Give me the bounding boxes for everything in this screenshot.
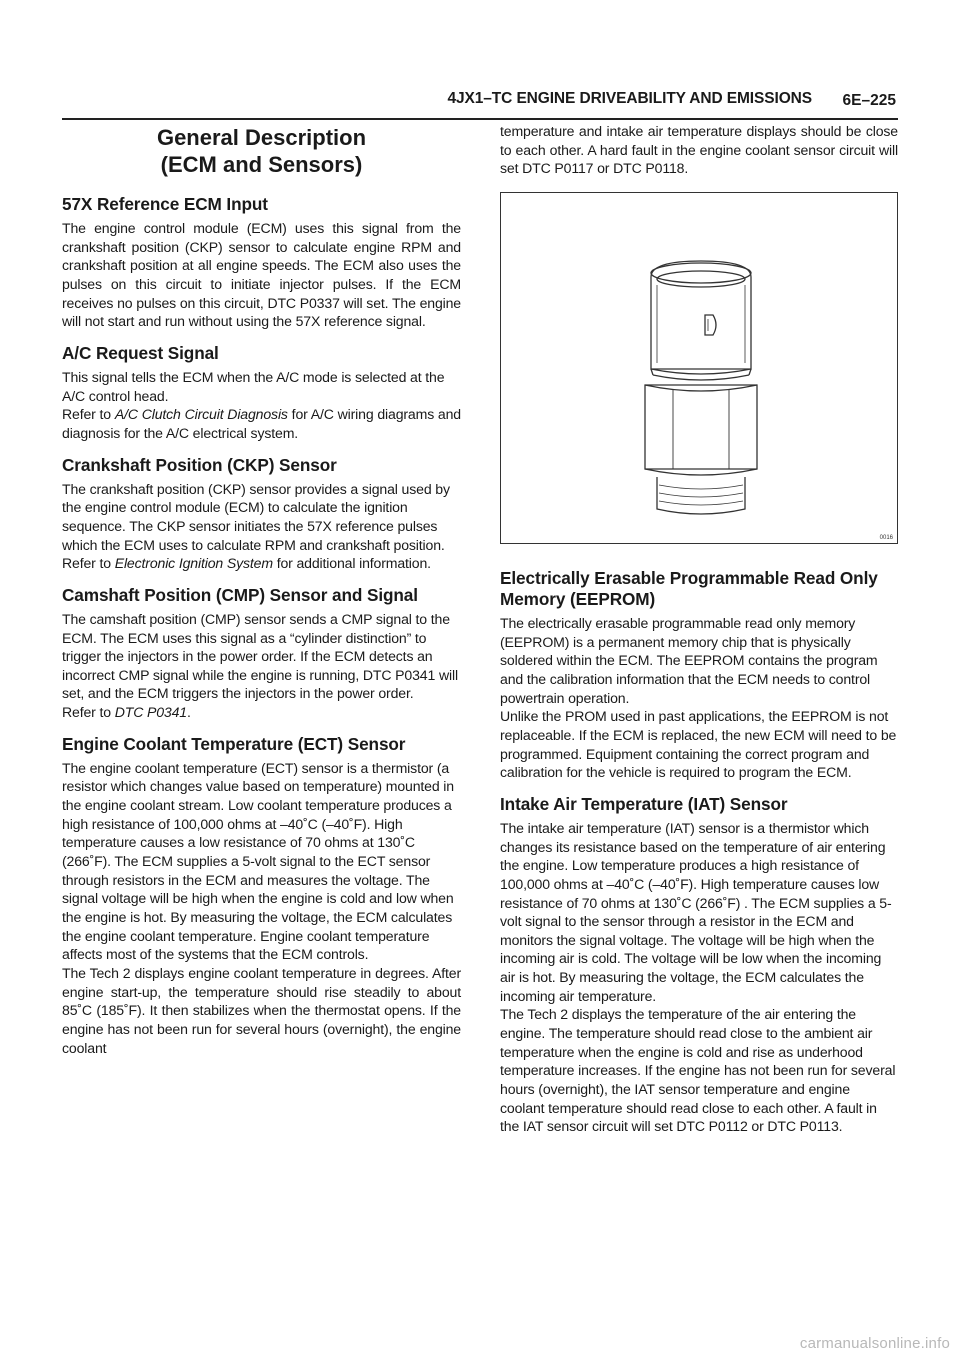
link-ac-clutch-circuit-diagnosis[interactable]: A/C Clutch Circuit Diagnosis <box>114 406 288 423</box>
paragraph-eeprom-1: The electrically erasable programmable read only memory (EEPROM) is a permanent memory chip that is physically soldered within the ECM. The EEPROM contains the program and the calibration information that the ECM needs to control powertrain operation. <box>500 614 878 706</box>
paragraph-ckp-sensor: The crankshaft position (CKP) sensor provides a signal used by the engine control module (ECM) to calculate the ignition sequence. The CKP sensor initiates the 57X reference pulses which the ECM uses to calculate RPM and crankshaft position. <box>62 480 450 553</box>
paragraph-ckp-refer <box>62 554 461 573</box>
heading-ac-request: A/C Request Signal <box>62 342 219 363</box>
temperature-sensor-illustration <box>501 193 897 543</box>
refer-suffix: for additional information. <box>272 555 431 572</box>
header-title: 4JX1–TC ENGINE DRIVEABILITY AND EMISSIONS <box>447 90 812 107</box>
link-dtc-p0341[interactable]: DTC P0341 <box>114 704 187 721</box>
refer-prefix: Refer to <box>62 704 115 721</box>
page-title-line1: General Description <box>156 125 367 150</box>
sensor-figure <box>500 192 898 544</box>
paragraph-ac-refer <box>62 405 461 442</box>
paragraph-ect-sensor-continued: temperature and intake air temperature displays should be close to each other. A hard fault in the engine coolant sensor circuit will set DTC P0117 or DTC P0118. <box>500 123 898 177</box>
page-title-line2: (ECM and Sensors) <box>160 152 363 177</box>
heading-cmp-sensor: Camshaft Position (CMP) Sensor and Signal <box>62 584 418 605</box>
heading-57x-reference: 57X Reference ECM Input <box>62 194 268 214</box>
paragraph-cmp-sensor: The camshaft position (CMP) sensor sends a CMP signal to the ECM. The ECM uses this signal as a “cylinder distinction” to trigger the injectors in the power order. If the ECM detects an incorrect CMP signal while the engine is running, DTC P0341 will set, and the ECM triggers the injectors in the power order. <box>62 610 458 702</box>
paragraph-cmp-refer <box>62 703 461 722</box>
heading-ect-sensor: Engine Coolant Temperature (ECT) Sensor <box>62 733 406 754</box>
heading-ckp-sensor: Crankshaft Position (CKP) Sensor <box>62 454 337 475</box>
paragraph-iat-sensor-1: The intake air temperature (IAT) sensor is a thermistor which changes its resistance based on the temperature of air entering the engine. Low temperature produces a high resistance of 100,000 ohms at –40˚C (–40˚F). High temperature causes low resistance of 70 ohms at 130˚C (266˚F) . The ECM supplies a 5-volt signal to the sensor through a resistor in the ECM and monitors the signal voltage. The voltage will be high when the incoming air is cold. The voltage will be low when the incoming air is hot. By measuring the voltage, the ECM calculates the incoming air temperature. <box>500 819 892 1004</box>
heading-iat-sensor: Intake Air Temperature (IAT) Sensor <box>500 793 788 814</box>
heading-eeprom: Electrically Erasable Programmable Read Only Memory (EEPROM) <box>500 567 878 609</box>
page-title <box>62 124 461 178</box>
right-column <box>500 122 898 1136</box>
refer-prefix: Refer to <box>62 555 115 572</box>
link-electronic-ignition-system[interactable]: Electronic Ignition System <box>114 555 273 572</box>
paragraph-ect-sensor-2: The Tech 2 displays engine coolant temperature in degrees. After engine start-up, the temperature should rise steadily to about 85˚C (185˚F). It then stabilizes when the thermostat opens. If the engine has not been run for several hours (overnight), the engine coolant <box>62 965 461 1056</box>
left-column <box>62 122 461 1057</box>
figure-id: 0016 <box>879 534 893 541</box>
refer-suffix: . <box>187 704 191 721</box>
paragraph-ect-sensor-1: The engine coolant temperature (ECT) sensor is a thermistor (a resistor which changes value based on temperature) mounted in the engine coolant stream. Low coolant temperature produces a high resistance of 100,000 ohms at –40˚C (–40˚F). High temperature causes a low resistance of 70 ohms at 130˚C (266˚F). The ECM supplies a 5-volt signal to the ECT sensor through resistors in the ECM and measures the voltage. The signal voltage will be high when the engine is cold and low when the engine is hot. By measuring the voltage, the ECM calculates the engine coolant temperature. Engine coolant temperature affects most of the systems that the ECM controls. <box>62 759 454 963</box>
refer-prefix: Refer to <box>62 406 115 423</box>
paragraph-57x-reference: The engine control module (ECM) uses this signal from the crankshaft position (CKP) sensor to calculate engine RPM and crankshaft position at all engine speeds. The ECM also uses the pulses on this circuit to initiate injector pulses. If the ECM receives no pulses on this circuit, DTC P0337 will set. The engine will not start and run without using the 57X reference signal. <box>62 220 461 330</box>
paragraph-ac-request: This signal tells the ECM when the A/C mode is selected at the A/C control head. <box>62 368 445 404</box>
page-header <box>62 88 898 120</box>
paragraph-iat-sensor-2: The Tech 2 displays the temperature of the air entering the engine. The temperature should read close to the ambient air temperature when the engine is cold and rise as underhood temperature increases. If the engine has not been run for several hours (overnight), the IAT sensor temperature and engine coolant temperature should read close to each other. A fault in the IAT sensor circuit will set DTC P0112 or DTC P0113. <box>500 1006 896 1135</box>
watermark: carmanualsonline.info <box>799 1335 950 1352</box>
refer-suffix: for A/C wiring diagrams and diagnosis for the A/C electrical system. <box>62 406 461 441</box>
paragraph-eeprom-2: Unlike the PROM used in past applications, the EEPROM is not replaceable. If the ECM is replaced, the new ECM will need to be programmed. Equipment containing the correct program and calibration for the vehicle is required to program the ECM. <box>500 708 897 781</box>
page-number: 6E–225 <box>842 92 896 109</box>
